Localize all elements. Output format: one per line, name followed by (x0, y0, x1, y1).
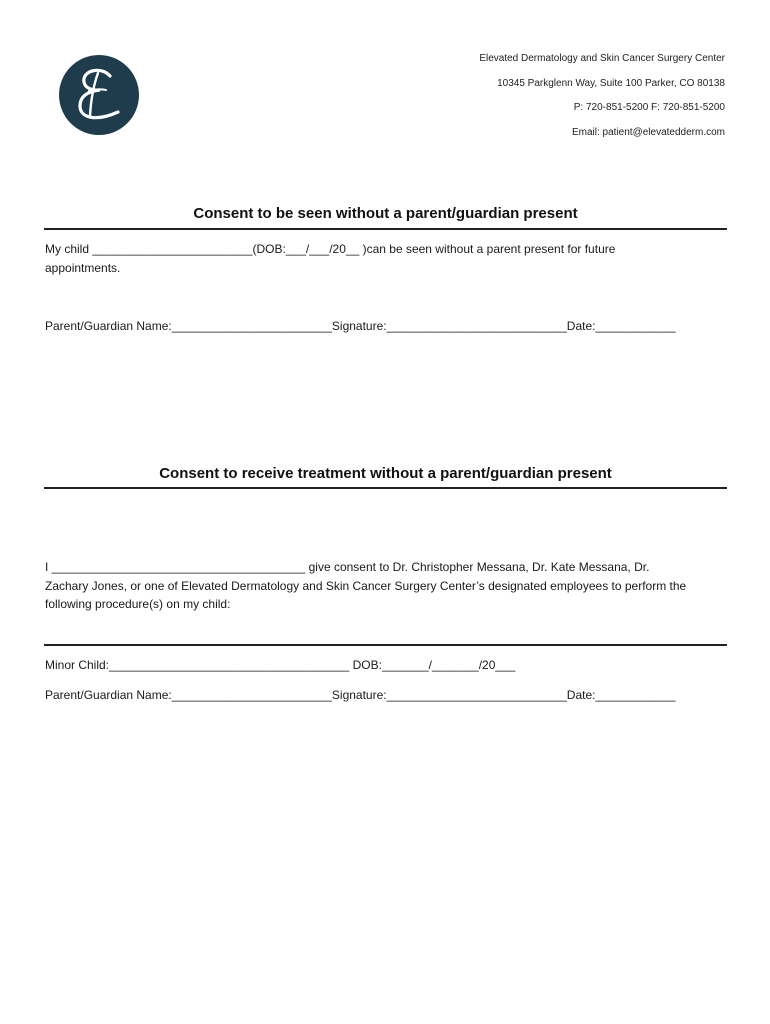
practice-phone-fax: P: 720-851-5200 F: 720-851-5200 (573, 102, 725, 113)
section1-appointments-line: appointments. (45, 260, 121, 275)
section2-signature-line[interactable]: Parent/Guardian Name:________________________Signature:___________________________Date:____________ (45, 688, 676, 702)
section1-divider (44, 228, 727, 230)
section1-consent-text (45, 240, 729, 277)
practice-name: Elevated Dermatology and Skin Cancer Surgery Center (479, 53, 725, 64)
section1-title: Consent to be seen without a parent/guardian present (193, 205, 578, 222)
minor-child-line[interactable]: Minor Child:____________________________________ DOB:_______/_______/20___ (45, 658, 516, 672)
section2-consent-line-1[interactable]: I ______________________________________ give consent to Dr. Christopher Messana, Dr. Kate Messana, Dr. (45, 560, 650, 574)
practice-email: Email: patient@elevatedderm.com (572, 126, 725, 138)
practice-logo-icon (58, 54, 140, 136)
section2-consent-text (45, 558, 729, 614)
logo-circle (59, 55, 139, 135)
section1-child-line[interactable]: My child ________________________(DOB:___/___/20__ )can be seen without a parent present for future (45, 242, 616, 256)
section2-consent-line-2: Zachary Jones, or one of Elevated Dermatology and Skin Cancer Surgery Center’s designated employees to perform the (45, 578, 687, 593)
section2-consent-line-3: following procedure(s) on my child: (45, 597, 231, 611)
procedure-line[interactable] (44, 644, 727, 646)
section2-divider (44, 487, 727, 489)
section1-signature-line[interactable]: Parent/Guardian Name:________________________Signature:___________________________Date:____________ (45, 319, 676, 333)
practice-address: 10345 Parkglenn Way, Suite 100 Parker, CO 80138 (497, 77, 725, 89)
section2-title: Consent to receive treatment without a parent/guardian present (159, 465, 612, 482)
contact-block (479, 47, 725, 145)
